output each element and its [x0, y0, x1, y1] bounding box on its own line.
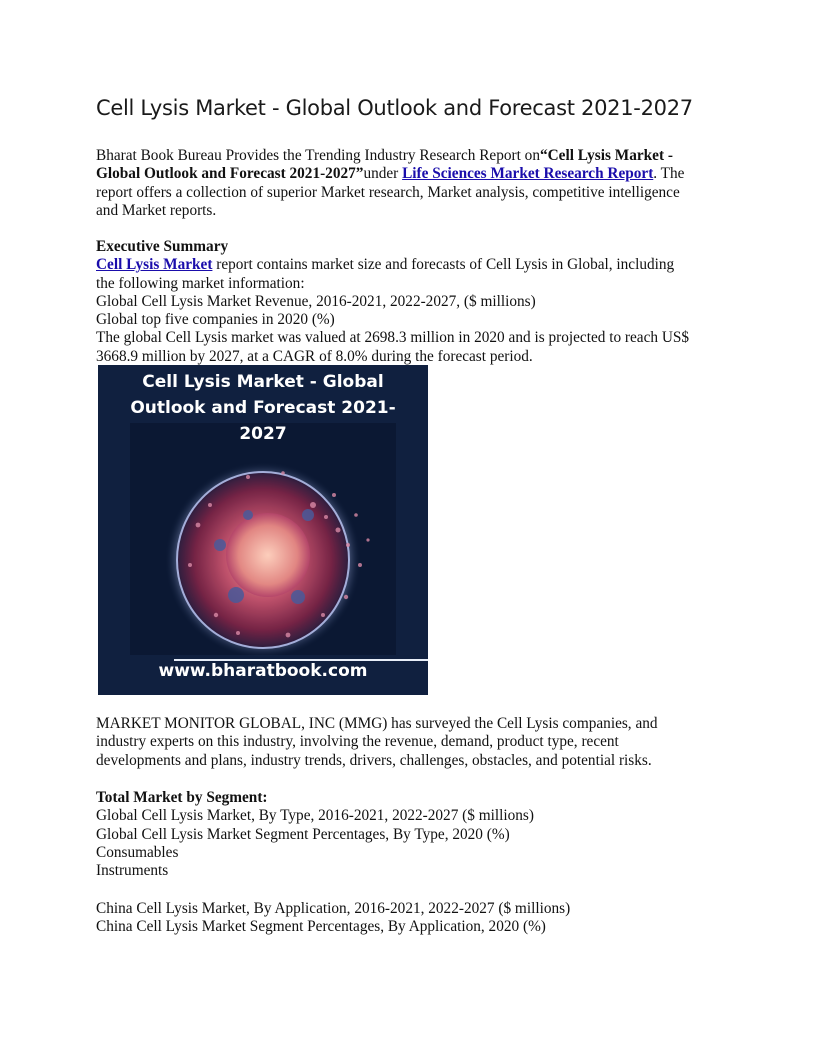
segment-heading: Total Market by Segment: — [96, 789, 268, 806]
category-link[interactable]: Life Sciences Market Research Report — [402, 165, 654, 183]
report-name-2: Global Outlook and Forecast 2021-2027” — [96, 165, 364, 183]
segment-line-1: Global Cell Lysis Market, By Type, 2016-2021, 2022-2027 ($ millions) — [96, 807, 534, 825]
mmg-paragraph — [96, 715, 720, 770]
mmg-line-2: industry experts on this industry, involving the revenue, demand, product type, recent — [96, 733, 619, 751]
summary-line-6: 3668.9 million by 2027, at a CAGR of 8.0% during the forecast period. — [96, 347, 533, 365]
executive-summary-heading: Executive Summary — [96, 238, 229, 255]
cover-url: www.bharatbook.com — [158, 661, 368, 681]
cover-title-line-1: Cell Lysis Market - Global — [142, 372, 384, 392]
china-line-2: China Cell Lysis Market Segment Percentages, By Application, 2020 (%) — [96, 918, 546, 936]
segment-line-2: Global Cell Lysis Market Segment Percentages, By Type, 2020 (%) — [96, 825, 510, 843]
intro-line-4: and Market reports. — [96, 201, 217, 219]
intro-lead: Bharat Book Bureau Provides the Trending Industry Research Report on — [96, 147, 540, 164]
cover-title-line-3: 2027 — [239, 424, 287, 444]
under-text: under — [363, 165, 403, 183]
intro-line-3: report offers a collection of superior Market research, Market analysis, competitive intelligence — [96, 183, 680, 201]
segment-section — [96, 789, 720, 880]
summary-line-2: the following market information: — [96, 274, 305, 292]
intro-paragraph — [96, 147, 720, 220]
segment-item-consumables: Consumables — [96, 843, 179, 861]
summary-line-4: Global top five companies in 2020 (%) — [96, 311, 335, 329]
period-text: . The — [653, 165, 685, 183]
report-name-1: “Cell Lysis Market - — [539, 147, 673, 164]
report-cover-image — [98, 365, 428, 695]
segment-item-instruments: Instruments — [96, 862, 169, 880]
summary-line-1: report contains market size and forecasts of Cell Lysis in Global, including — [212, 256, 675, 274]
cell-lysis-market-link[interactable]: Cell Lysis Market — [96, 256, 213, 274]
mmg-line-3: developments and plans, industry trends, drivers, challenges, obstacles, and potential risks. — [96, 751, 652, 769]
summary-line-3: Global Cell Lysis Market Revenue, 2016-2021, 2022-2027, ($ millions) — [96, 292, 536, 310]
page-title: Cell Lysis Market - Global Outlook and Forecast 2021-2027 — [96, 96, 693, 120]
china-line-1: China Cell Lysis Market, By Application, 2016-2021, 2022-2027 ($ millions) — [96, 900, 571, 917]
summary-line-5: The global Cell Lysis market was valued at 2698.3 million in 2020 and is projected to reach US$ — [96, 329, 690, 347]
executive-summary — [96, 238, 720, 366]
mmg-line-1: MARKET MONITOR GLOBAL, INC (MMG) has surveyed the Cell Lysis companies, and — [96, 715, 658, 732]
cover-title-line-2: Outlook and Forecast 2021- — [130, 398, 396, 418]
cover-title — [98, 369, 428, 447]
china-section — [96, 900, 720, 937]
